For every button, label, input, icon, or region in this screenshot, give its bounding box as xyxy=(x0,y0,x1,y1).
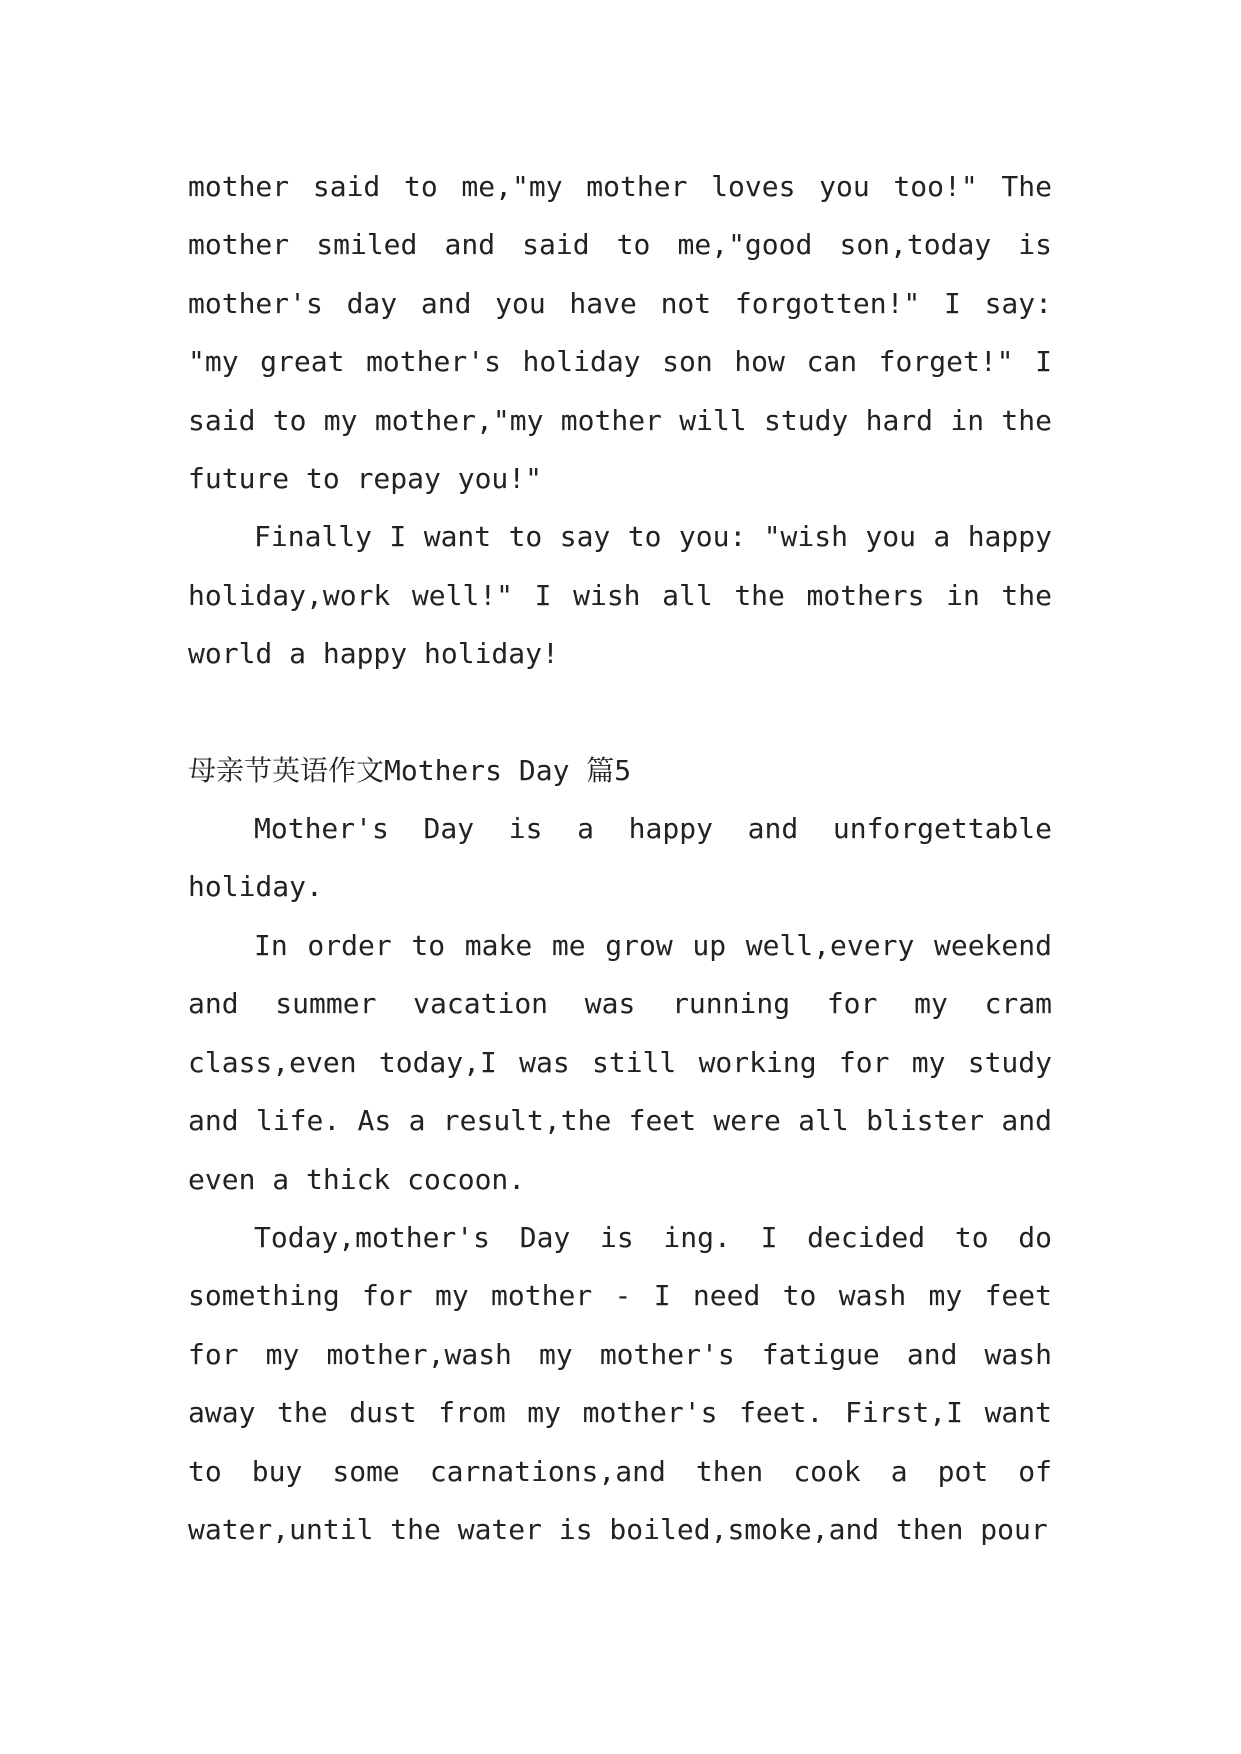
document-body xyxy=(188,158,1052,1559)
paragraph-wash-feet: Today,mother's Day is ing. I decided to do something for my mother - I need to wash my feet for my mother,wash my mother's fatigue and wash away the dust from my mother's feet. First,I want to buy some carnations,and then cook a pot of water,until the water is boiled,smoke,and then pour xyxy=(188,1220,1052,1546)
section-heading: 母亲节英语作文Mothers Day 篇5 xyxy=(188,753,632,787)
paragraph-closing-wish: Finally I want to say to you: "wish you a happy holiday,work well!" I wish all the mothers in the world a happy holiday! xyxy=(188,520,1052,671)
section-spacer xyxy=(188,684,1052,742)
paragraph-cram-class: In order to make me grow up well,every weekend and summer vacation was running for my cram class,even today,I was still working for my study and life. As a result,the feet were all blister and even a thick cocoon. xyxy=(188,928,1052,1196)
paragraph-intro: Mother's Day is a happy and unforgettable holiday. xyxy=(188,812,1052,904)
paragraph-continued: mother said to me,"my mother loves you too!" The mother smiled and said to me,"good son,today is mother's day and you have not forgotten!" I say: "my great mother's holiday son how can forget!" I said to my mother,"my mother will study hard in the future to repay you!" xyxy=(188,170,1052,496)
